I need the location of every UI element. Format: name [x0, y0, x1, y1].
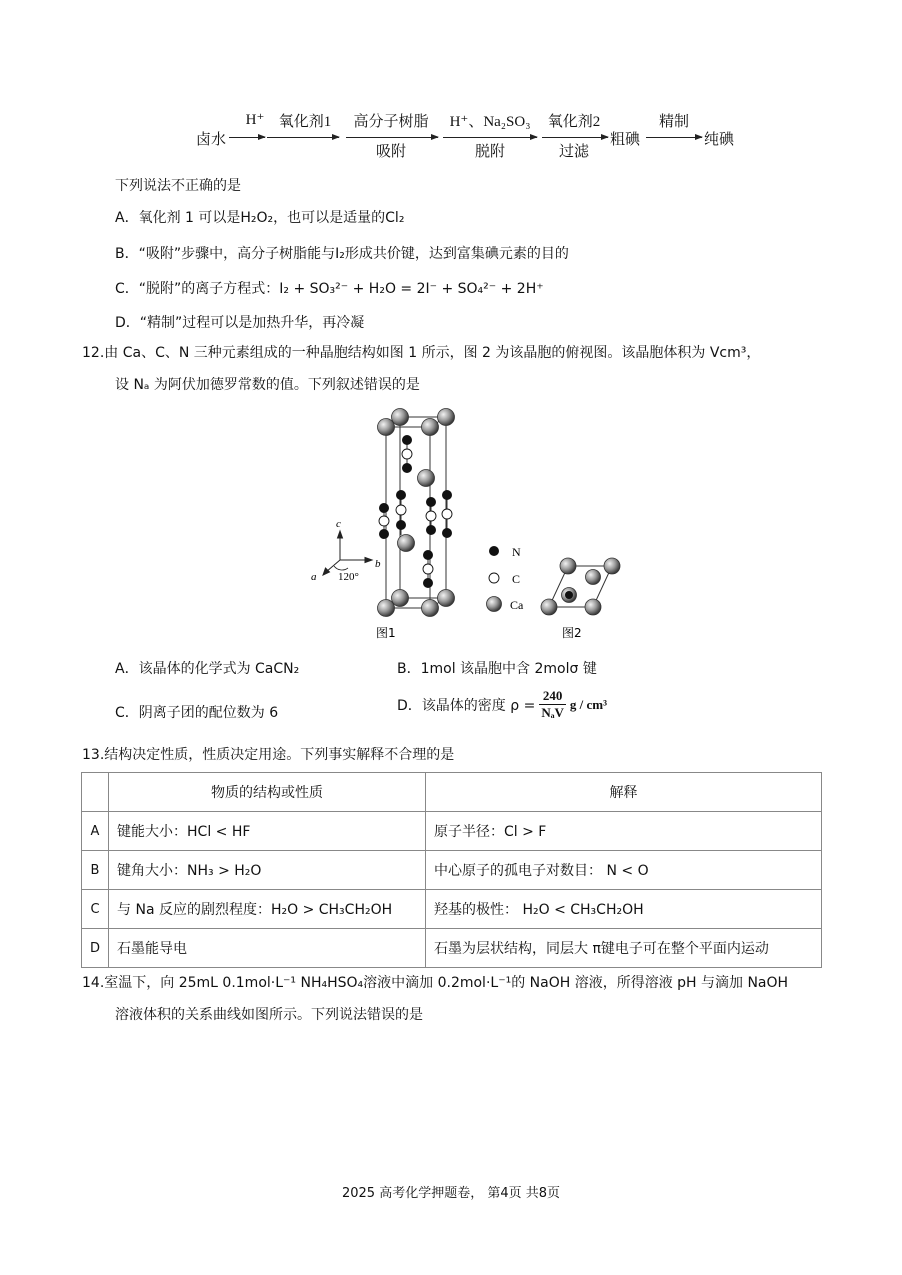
flow-step3-sublabel: 吸附: [375, 144, 406, 160]
top-view-fig2: [541, 558, 620, 615]
flow-step3-label: 高分子树脂: [353, 114, 429, 130]
axis-b-label: b: [375, 558, 381, 570]
table-row: [82, 890, 822, 929]
row-property: 键能大小：HCl < HF: [109, 812, 426, 851]
fig2-caption: 图2: [562, 626, 582, 640]
flow-step4-sublabel: 脱附: [474, 144, 505, 160]
row-property: 石墨能导电: [109, 929, 426, 968]
table-row: [82, 929, 822, 968]
row-letter: D: [82, 929, 109, 968]
table-row: [82, 812, 822, 851]
q11-option-c: C．“脱附”的离子方程式：I₂ + SO₃²⁻ + H₂O = 2I⁻ + SO₄²⁻ + 2H⁺: [115, 281, 544, 297]
flow-step5-sublabel: 过滤: [558, 144, 589, 160]
q14-stem-line2: 溶液体积的关系曲线如图所示。下列说法错误的是: [115, 1007, 423, 1023]
crystal-structure-figure: [300, 400, 640, 645]
q12-option-d-prefix: D．该晶体的密度 ρ =: [397, 697, 536, 714]
header-structure: 物质的结构或性质: [109, 773, 426, 812]
unit-cell-fig1: [384, 417, 447, 608]
flow-arrow: [267, 137, 339, 138]
row-explanation: 石墨为层状结构，同层大 π键电子可在整个平面内运动: [426, 929, 822, 968]
header-explanation: 解释: [426, 773, 822, 812]
row-property: 与 Na 反应的剧烈程度：H₂O > CH₃CH₂OH: [109, 890, 426, 929]
flow-step1-label: H⁺: [245, 112, 265, 128]
nitrogen-atoms: [379, 435, 452, 588]
legend-ca-marker: [487, 597, 502, 612]
q12-stem-line1: 12.由 Ca、C、N 三种元素组成的一种晶胞结构如图 1 所示，图 2 为该晶胞的俯视图。该晶胞体积为 Vcm³，: [82, 345, 761, 361]
q13-table: [81, 772, 822, 968]
flow-step5-label: 氧化剂2: [547, 114, 601, 130]
flow-arrow: [646, 137, 702, 138]
q13-prompt: 13.结构决定性质，性质决定用途。下列事实解释不合理的是: [82, 747, 455, 763]
q12-option-d: [397, 688, 607, 721]
row-explanation: 中心原子的孤电子对数目： N < O: [426, 851, 822, 890]
q11-option-b: B．“吸附”步骤中，高分子树脂能与I₂形成共价键，达到富集碘元素的目的: [115, 246, 569, 262]
density-fraction: [539, 688, 566, 721]
density-numerator: 240: [539, 688, 566, 705]
q14-stem-line1: 14.室温下，向 25mL 0.1mol·L⁻¹ NH₄HSO₄溶液中滴加 0.2mol·L⁻¹的 NaOH 溶液，所得溶液 pH 与滴加 NaOH: [82, 975, 789, 991]
row-property: 键角大小：NH₃ > H₂O: [109, 851, 426, 890]
flow-step2-label: 氧化剂1: [278, 114, 332, 130]
flow-start: 卤水: [196, 132, 227, 148]
q11-prompt: 下列说法不正确的是: [115, 178, 241, 194]
q12-stem-line2: 设 Nₐ 为阿伏加德罗常数的值。下列叙述错误的是: [115, 377, 420, 393]
flow-step6-label: 精制: [658, 114, 689, 130]
fig1-caption: 图1: [376, 626, 396, 640]
flow-arrow: [346, 137, 438, 138]
table-header-row: [82, 773, 822, 812]
legend-n-marker: [489, 546, 499, 556]
axis-a-label: a: [311, 571, 317, 583]
flow-arrow: [229, 137, 265, 138]
legend-n-label: N: [512, 545, 521, 559]
row-letter: C: [82, 890, 109, 929]
iodine-process-flowchart: [196, 110, 756, 165]
flow-mid: 粗碘: [610, 132, 641, 148]
q11-option-a: A．氧化剂 1 可以是H₂O₂，也可以是适量的Cl₂: [115, 210, 405, 226]
legend-c-marker: [489, 573, 499, 583]
density-denominator: NₐV: [541, 705, 564, 720]
row-letter: B: [82, 851, 109, 890]
table-row: [82, 851, 822, 890]
q11-option-d: D．“精制”过程可以是加热升华，再冷凝: [115, 315, 365, 331]
q12-option-b: B．1mol 该晶胞中含 2molσ 键: [397, 661, 597, 677]
density-unit: g / cm³: [569, 696, 607, 712]
axis-c-label: c: [336, 518, 341, 530]
row-explanation: 羟基的极性： H₂O < CH₃CH₂OH: [426, 890, 822, 929]
q12-option-a: A．该晶体的化学式为 CaCN₂: [115, 661, 300, 677]
flow-step4-label: H⁺、Na₂SO₃: [449, 114, 531, 130]
flow-arrow: [542, 137, 608, 138]
flow-end: 纯碘: [704, 132, 735, 148]
row-explanation: 原子半径：Cl > F: [426, 812, 822, 851]
row-letter: A: [82, 812, 109, 851]
flow-arrow: [443, 137, 537, 138]
legend-ca-label: Ca: [510, 598, 524, 612]
carbon-atoms: [379, 449, 452, 574]
angle-label: 120°: [338, 571, 359, 583]
page-footer: 2025 高考化学押题卷， 第4页 共8页: [341, 1186, 561, 1201]
q12-option-c: C．阴离子团的配位数为 6: [115, 705, 279, 721]
table-corner-cell: [82, 773, 109, 812]
legend-c-label: C: [512, 572, 521, 586]
